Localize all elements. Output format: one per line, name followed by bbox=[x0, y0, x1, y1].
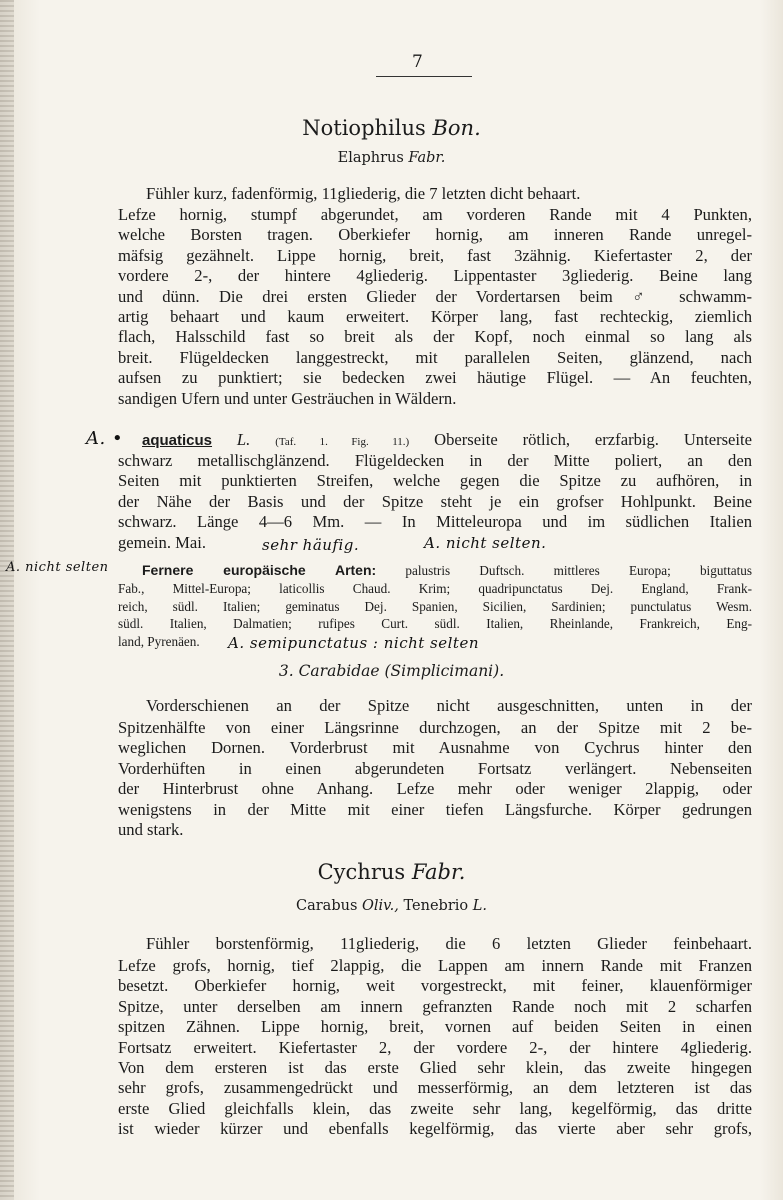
text-line: Von dem ersteren ist das erste Glied sehr klein, das zweite hingegen bbox=[118, 1058, 752, 1078]
handwritten-mark-species: A. • bbox=[86, 428, 124, 449]
text-line: erste Glied gleichfalls klein, das zweite sehr lang, kegelförmig, das dritte bbox=[118, 1098, 752, 1118]
text-line: weglichen Dornen. Vorderbrust mit Ausnahme von Cychrus hinter den bbox=[118, 738, 752, 758]
text-line: land, Pyrenäen. bbox=[118, 633, 200, 649]
synonym-name: Elaphrus bbox=[337, 150, 404, 166]
text-line: Lefze grofs, hornig, tief 2lappig, die Lappen am innern Rande mit Franzen bbox=[118, 956, 752, 975]
genus-author: Bon. bbox=[432, 116, 481, 140]
text-line: Fühler borstenförmig, 11gliederig, die 6 letzten Glieder feinbehaart. bbox=[146, 934, 752, 953]
paragraph-carabidae bbox=[118, 718, 752, 840]
text-line: schwarz metallischglänzend. Flügeldecken in der Mitte poliert, an den bbox=[118, 451, 752, 470]
text-line: vordere 2-, der hintere 4gliederig. Lippentaster 3gliederig. Beine lang bbox=[118, 266, 752, 286]
synonym-author: L. bbox=[472, 898, 487, 914]
genus-author: Fabr. bbox=[411, 860, 466, 884]
text-line: sehr grofs, zusammengedrückt und messerförmig, an dem letzteren ist das bbox=[118, 1078, 752, 1098]
text-line: Fühler kurz, fadenförmig, 11gliederig, die 7 letzten dicht behaart. bbox=[146, 184, 581, 203]
paragraph-notiophilus bbox=[118, 205, 752, 409]
text-line: artig behaart und kaum erweitert. Körper lang, fast rechteckig, ziemlich bbox=[118, 307, 752, 327]
paragraph-carabidae-first-line bbox=[146, 696, 752, 716]
handwritten-note-sehr-haeufig: sehr häufig. bbox=[262, 536, 360, 554]
paragraph-cychrus-first-line bbox=[146, 934, 752, 954]
text-line: Lefze hornig, stumpf abgerundet, am vorderen Rande mit 4 Punkten, bbox=[118, 205, 752, 224]
synonym-elaphrus bbox=[0, 150, 783, 166]
text-line: Vorderschienen an der Spitze nicht ausgeschnitten, unten in der bbox=[146, 696, 752, 715]
handwritten-note-nicht-selten: A. nicht selten. bbox=[424, 534, 547, 552]
text-line: Vorderhüften in einen abgerundeten Fortsatz verlängert. Nebenseiten bbox=[118, 758, 752, 778]
species-author: L. bbox=[236, 430, 251, 449]
handwritten-margin-note: A. nicht selten bbox=[6, 560, 109, 575]
synonym-author: Fabr. bbox=[408, 150, 446, 166]
synonym-author: Oliv., bbox=[362, 898, 399, 914]
text-line: und dünn. Die drei ersten Glieder der Vordertarsen beim ♂ schwamm- bbox=[118, 286, 752, 306]
text-line: der Hinterbrust ohne Anhang. Lefze mehr oder weniger 2lappig, oder bbox=[118, 779, 752, 799]
text-line: flach, Halsschild fast so breit als der Kopf, noch einmal so lang als bbox=[118, 327, 752, 347]
text-line: südl. Italien, Dalmatien; rufipes Curt. südl. Italien, Rheinlande, Frankreich, Eng- bbox=[118, 616, 752, 632]
synonym-carabus-tenebrio bbox=[0, 898, 783, 914]
text-line: schwarz. Länge 4—6 Mm. — In Mitteleuropa und im südlichen Italien bbox=[118, 512, 752, 532]
species-aquaticus-first-line bbox=[142, 430, 752, 452]
text-line: wenigstens in der Mitte mit einer tiefen Längsfurche. Körper gedrungen bbox=[118, 799, 752, 819]
handwritten-note-semipunctatus: A. semipunctatus : nicht selten bbox=[228, 634, 479, 652]
text-line: aufsen zu punktiert; sie bedecken zwei häutige Flügel. — An feuchten, bbox=[118, 368, 752, 388]
page-number-rule bbox=[376, 76, 472, 77]
text-line: breit. Flügeldecken langgestreckt, mit parallelen Seiten, glänzend, nach bbox=[118, 347, 752, 367]
species-name: aquaticus bbox=[142, 432, 213, 449]
species-text: Oberseite rötlich, erzfarbig. Unterseite bbox=[434, 430, 753, 449]
page-binding-edge bbox=[0, 0, 14, 1200]
plate-reference: (Taf. 1. Fig. 11.) bbox=[275, 436, 410, 448]
text-line bbox=[142, 430, 752, 452]
text-line: Fab., Mittel-Europa; laticollis Chaud. Krim; quadripunctatus Dej. England, Frank- bbox=[118, 581, 752, 596]
text-line: der Nähe der Basis und der Spitze steht je ein grofser Hohlpunkt. Beine bbox=[118, 491, 752, 511]
text-line: gemein. Mai. bbox=[118, 532, 207, 552]
text-line: mäfsig gezähnelt. Lippe hornig, breit, fast 3zähnig. Kiefertaster 2, der bbox=[118, 245, 752, 265]
text-line: und stark. bbox=[118, 820, 184, 840]
genus-name: Cychrus bbox=[317, 860, 406, 884]
text-line: ist wieder kürzer und ebenfalls kegelförmig, das vierte aber sehr grofs, bbox=[118, 1119, 752, 1139]
text-line: welche Borsten tragen. Oberkiefer hornig, am inneren Rande unregel- bbox=[118, 225, 752, 245]
synonym-name: Tenebrio bbox=[403, 898, 469, 914]
genus-heading-cychrus bbox=[0, 860, 783, 884]
genus-name: Notiophilus bbox=[302, 116, 426, 140]
other-species-text: palustris Duftsch. mittleres Europa; biguttatus bbox=[405, 563, 752, 578]
paragraph-notiophilus-first-line bbox=[146, 184, 752, 204]
synonym-name: Carabus bbox=[296, 898, 358, 914]
text-line: Spitze, unter derselben am innern gefranzten Rande noch mit 2 scharfen bbox=[118, 996, 752, 1016]
text-line: Fortsatz erweitert. Kiefertaster 2, der vordere 2-, der hintere 4gliederig. bbox=[118, 1037, 752, 1057]
text-line: Seiten mit punktierten Streifen, welche gegen die Spitze zu aufhören, in bbox=[118, 471, 752, 491]
text-line: Spitzenhälfte von einer Längsrinne durchzogen, an der Spitze mit 2 be- bbox=[118, 718, 752, 737]
section-heading-carabidae: 3. Carabidae (Simplicimani). bbox=[278, 662, 505, 680]
page-number: 7 bbox=[412, 52, 423, 72]
text-line bbox=[142, 562, 752, 580]
text-line: besetzt. Oberkiefer hornig, weit vorgestreckt, mit feiner, klauenförmiger bbox=[118, 976, 752, 996]
other-species-first-line bbox=[142, 562, 752, 580]
text-line: reich, südl. Italien; geminatus Dej. Spanien, Sicilien, Sardinien; punctulatus Wesm. bbox=[118, 598, 752, 614]
text-line: sandigen Ufern und unter Gesträuchen in Wäldern. bbox=[118, 388, 457, 408]
paragraph-cychrus bbox=[118, 956, 752, 1140]
genus-heading-notiophilus bbox=[0, 116, 783, 140]
text-line: spitzen Zähnen. Lippe hornig, breit, vornen auf beiden Seiten in einen bbox=[118, 1017, 752, 1037]
other-species-heading: Fernere europäische Arten: bbox=[142, 562, 377, 578]
